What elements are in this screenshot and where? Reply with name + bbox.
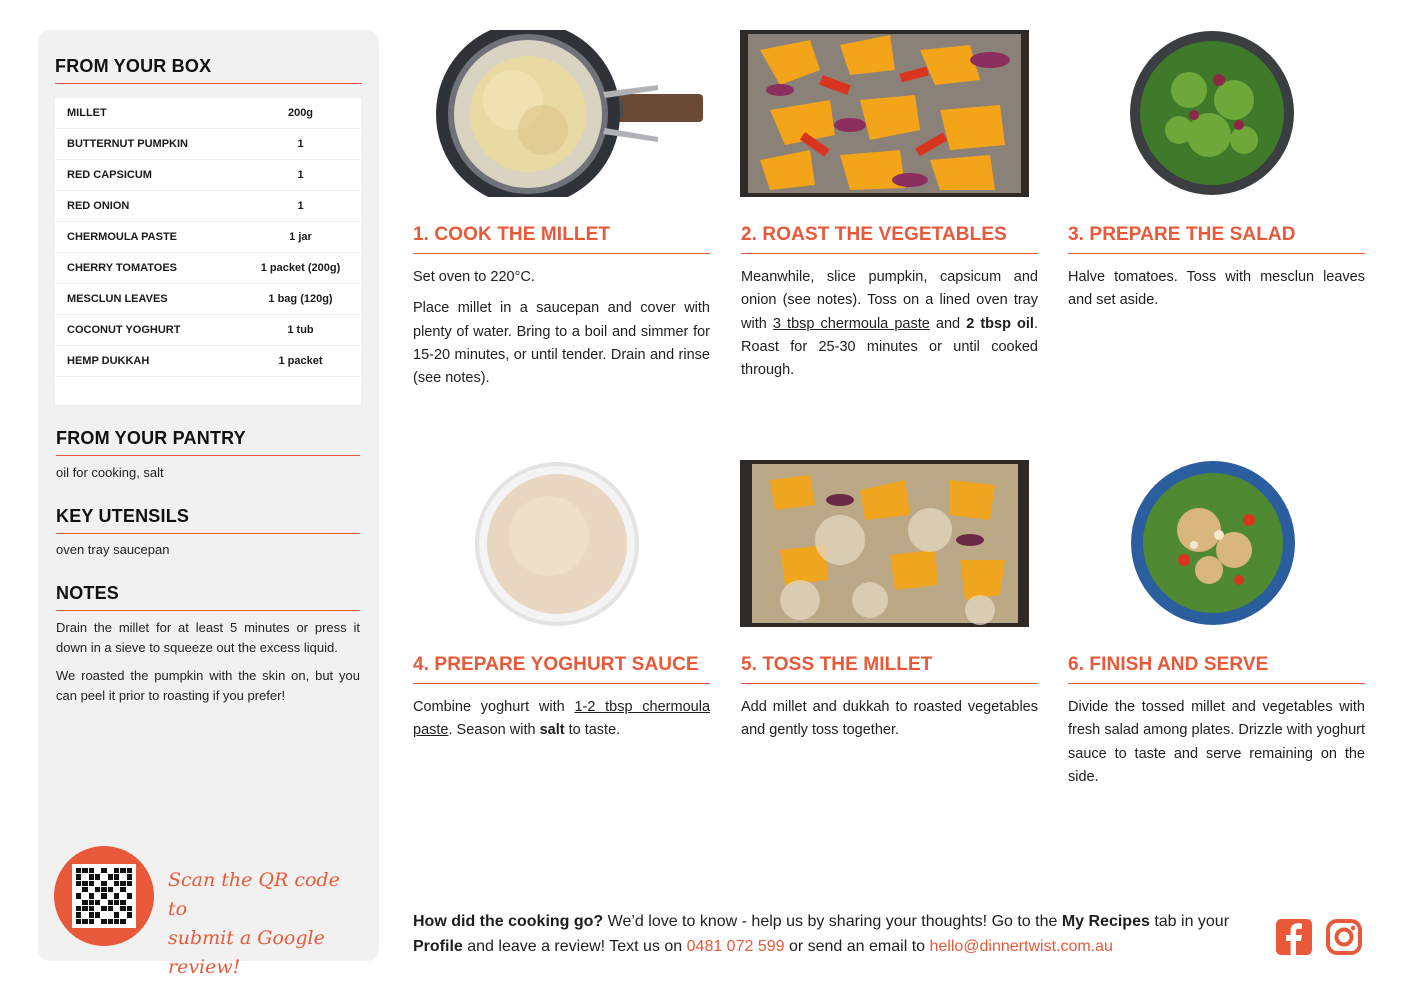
step-4-body bbox=[413, 696, 710, 743]
step-4-salt: salt bbox=[539, 722, 565, 739]
ingredient-name: MILLET bbox=[67, 107, 107, 119]
table-row bbox=[55, 315, 361, 346]
step-4-photo bbox=[474, 461, 641, 627]
ingredient-name: RED ONION bbox=[67, 200, 130, 212]
ingredient-qty: 1 tub bbox=[287, 324, 314, 336]
step-5-body: Add millet and dukkah to roasted vegetables and gently toss together. bbox=[741, 699, 1038, 739]
pantry-text: oil for cooking, salt bbox=[56, 465, 164, 480]
footer-text-3: and leave a review! Text us on bbox=[462, 938, 687, 955]
step-1-text-2: Place millet in a saucepan and cover with plenty of water. Bring to a boil and simmer for 15-20 minutes, or until tender. Drain and rinse (see notes). bbox=[413, 300, 710, 387]
ingredient-qty: 1 packet (200g) bbox=[260, 262, 341, 274]
step-6-title: 6. FINISH AND SERVE bbox=[1068, 654, 1365, 684]
step-2-text-c: . Roast for 25-30 minutes or until cooked through. bbox=[741, 315, 1038, 379]
ingredient-qty: 1 bbox=[297, 200, 304, 212]
step-4-text-b: . Season with bbox=[448, 722, 540, 739]
step-4-chermoula-link: 1-2 tbsp chermoula paste bbox=[413, 699, 711, 739]
step-2-title: 2. ROAST THE VEGETABLES bbox=[741, 224, 1038, 254]
step-3-title: 3. PREPARE THE SALAD bbox=[1068, 224, 1365, 254]
step-4-text-a: Combine yoghurt with bbox=[413, 699, 575, 715]
footer-question: How did the cooking go? bbox=[413, 913, 604, 930]
table-row bbox=[55, 98, 361, 129]
step-4-title: 4. PREPARE YOGHURT SAUCE bbox=[413, 654, 710, 684]
step-1-title: 1. COOK THE MILLET bbox=[413, 224, 710, 254]
table-row bbox=[55, 253, 361, 284]
pantry-title: FROM YOUR PANTRY bbox=[56, 428, 360, 456]
ingredient-qty: 200g bbox=[287, 107, 314, 119]
step-2-oil: 2 tbsp oil bbox=[966, 315, 1034, 332]
table-row bbox=[55, 222, 361, 253]
ingredient-name: CHERRY TOMATOES bbox=[67, 262, 178, 274]
utensils-text: oven tray saucepan bbox=[56, 542, 170, 557]
ingredient-qty: 1 jar bbox=[289, 231, 312, 243]
ingredient-name: CHERMOULA PASTE bbox=[67, 231, 177, 243]
email-link[interactable]: hello@dinnertwist.com.au bbox=[929, 938, 1113, 955]
footer-text-2: tab in your bbox=[1149, 913, 1230, 930]
qr-badge[interactable] bbox=[54, 846, 154, 946]
step-5-title: 5. TOSS THE MILLET bbox=[741, 654, 1038, 684]
ingredient-name: COCONUT YOGHURT bbox=[67, 324, 181, 336]
footer-text-4: or send an email to bbox=[784, 938, 930, 955]
ingredient-qty: 1 bbox=[297, 138, 304, 150]
notes-title: NOTES bbox=[56, 583, 360, 611]
footer-text-1: We’d love to know - help us by sharing your thoughts! Go to the bbox=[603, 913, 1062, 930]
step-2-text-b: and bbox=[929, 315, 967, 332]
step-4-text-c: to taste. bbox=[564, 722, 621, 739]
ingredient-name: MESCLUN LEAVES bbox=[67, 293, 168, 305]
ingredient-qty: 1 packet bbox=[278, 355, 323, 367]
qr-caption bbox=[168, 866, 358, 982]
step-1-photo bbox=[413, 30, 710, 197]
step-2-body bbox=[741, 266, 1038, 382]
step-6-photo bbox=[1129, 460, 1297, 627]
table-row bbox=[55, 191, 361, 222]
step-3-photo bbox=[1129, 30, 1295, 196]
sidebar bbox=[38, 30, 379, 978]
step-1-text-1: Set oven to 220°C. bbox=[413, 269, 535, 285]
step-2-text-a: Meanwhile, slice pumpkin, capsicum and onion (see notes). Toss on a lined oven tray with bbox=[741, 269, 1038, 332]
step-2-photo bbox=[740, 30, 1029, 197]
step-3-body: Halve tomatoes. Toss with mesclun leaves and set aside. bbox=[1068, 269, 1365, 309]
instagram-icon[interactable] bbox=[1325, 918, 1363, 956]
footer-profile: Profile bbox=[413, 938, 463, 955]
step-5-photo bbox=[740, 460, 1029, 627]
ingredient-qty: 1 bbox=[297, 169, 304, 181]
review-footer bbox=[413, 909, 1263, 959]
step-1-body bbox=[413, 266, 710, 390]
phone-link[interactable]: 0481 072 599 bbox=[686, 938, 785, 955]
facebook-icon[interactable] bbox=[1275, 918, 1313, 956]
ingredient-name: RED CAPSICUM bbox=[67, 169, 152, 181]
table-row bbox=[55, 346, 361, 377]
qr-code[interactable] bbox=[72, 864, 136, 928]
table-row bbox=[55, 160, 361, 191]
qr-caption-line-2: submit a Google review! bbox=[168, 927, 325, 978]
qr-caption-line-1: Scan the QR code to bbox=[168, 869, 340, 920]
utensils-title: KEY UTENSILS bbox=[56, 506, 360, 534]
ingredient-name: HEMP DUKKAH bbox=[67, 355, 150, 367]
box-section-title: FROM YOUR BOX bbox=[55, 56, 362, 84]
table-row bbox=[55, 284, 361, 315]
footer-my-recipes: My Recipes bbox=[1061, 913, 1150, 930]
note-2: We roasted the pumpkin with the skin on, but you can peel it prior to roasting if you prefer! bbox=[56, 668, 360, 703]
table-row bbox=[55, 129, 361, 160]
note-1: Drain the millet for at least 5 minutes or press it down in a sieve to squeeze out the excess liquid. bbox=[56, 620, 360, 655]
ingredient-name: BUTTERNUT PUMPKIN bbox=[67, 138, 188, 150]
ingredients-table bbox=[55, 98, 361, 405]
step-6-body: Divide the tossed millet and vegetables with fresh salad among plates. Drizzle with yoghurt sauce to taste and serve remaining on the side. bbox=[1068, 699, 1365, 785]
step-2-chermoula-link: 3 tbsp chermoula paste bbox=[772, 315, 930, 332]
ingredient-qty: 1 bag (120g) bbox=[268, 293, 333, 305]
